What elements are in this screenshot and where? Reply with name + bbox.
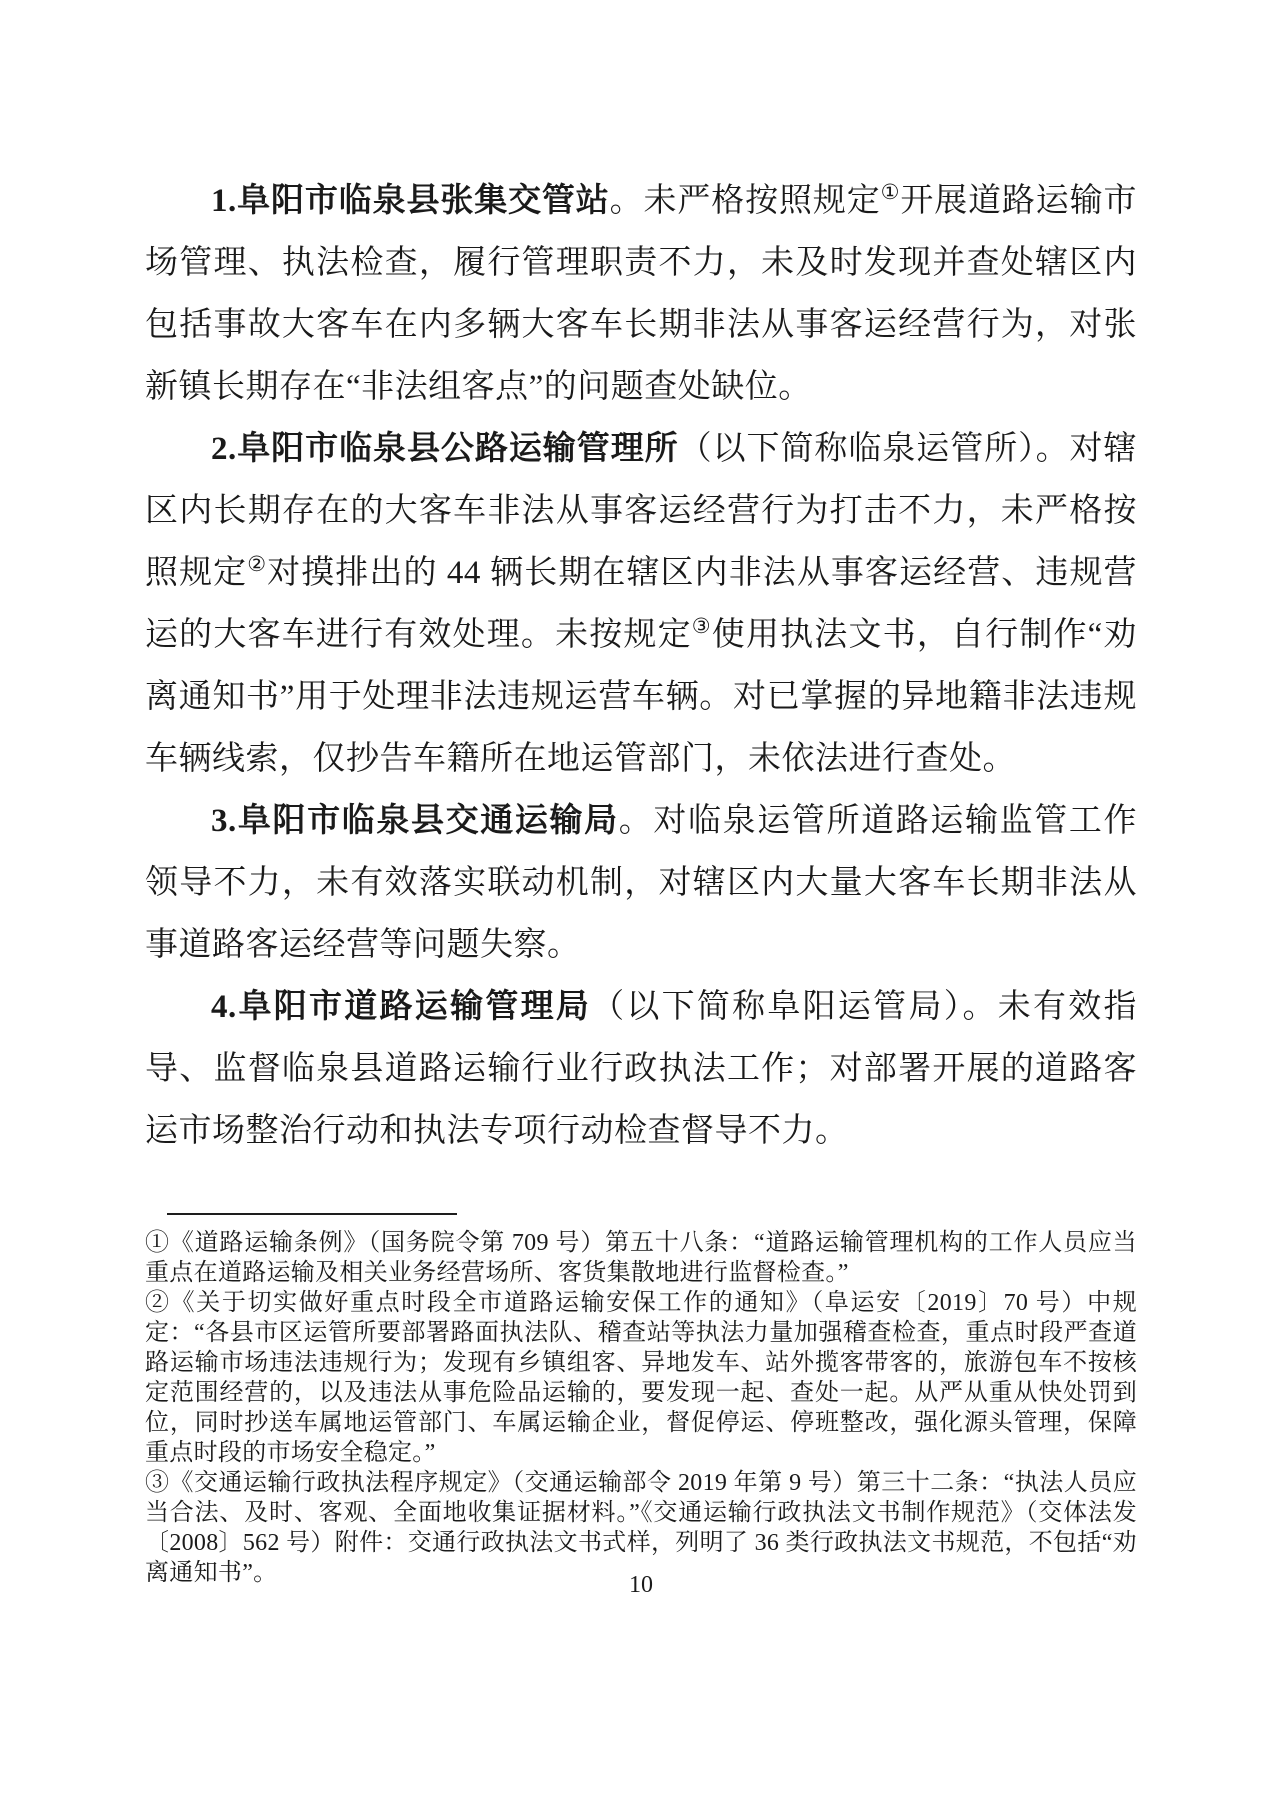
footnote-1-marker: ① bbox=[145, 1230, 170, 1256]
footnote-2-text: 《关于切实做好重点时段全市道路运输安保工作的通知》（阜运安〔2019〕70 号）中规定：“各县市区运管所要部署路面执法队、稽查站等执法力量加强稽查检查，重点时段严查道路运输市场违法违规行为；发现有乡镇组客、异地发车、站外揽客带客的，旅游包车不按核定范围经营的，以及违法从事危险品运输的，要发现一起、查处一起。从严从重从快处罚到位，同时抄送车属地运管部门、车属运输企业，督促停运、停班整改，强化源头管理，保障重点时段的市场安全稳定。” bbox=[145, 1290, 1137, 1466]
footnote-3 bbox=[145, 1468, 1137, 1588]
footnote-3-marker: ③ bbox=[145, 1470, 170, 1496]
footnote-ref-1: ① bbox=[880, 180, 901, 204]
footnote-area bbox=[145, 1228, 1137, 1588]
body-paragraph-1 bbox=[145, 170, 1137, 418]
paragraph-1-text: 。未严格按照规定 bbox=[609, 183, 881, 219]
paragraph-1-text-cont: 开展道路运输市场管理、执法检查，履行管理职责不力，未及时发现并查处辖区内包括事故大客车在内多辆大客车长期非法从事客运经营行为，对张新镇长期存在“非法组客点”的问题查处缺位。 bbox=[145, 183, 1138, 405]
paragraph-2-text: （以下简称临泉运管所）。对辖区内长期存在的大客车非法从事客运经营行为打击不力，未严格按照规定 bbox=[145, 431, 1138, 591]
footnote-1 bbox=[145, 1228, 1137, 1288]
footnote-3-text: 《交通运输行政执法程序规定》（交通运输部令 2019 年第 9 号）第三十二条：“执法人员应当合法、及时、客观、全面地收集证据材料。”《交通运输行政执法文书制作规范》（交体法发〔2008〕562 号）附件：交通行政执法文书式样，列明了 36 类行政执法文书规范，不包括“劝离通知书”。 bbox=[145, 1470, 1137, 1586]
footnote-1-text: 《道路运输条例》（国务院令第 709 号）第五十八条：“道路运输管理机构的工作人员应当重点在道路运输及相关业务经营场所、客货集散地进行监督检查。” bbox=[145, 1230, 1137, 1286]
footnote-ref-3: ③ bbox=[691, 614, 712, 638]
paragraph-3-text: 。对临泉运管所道路运输监管工作领导不力，未有效落实联动机制，对辖区内大量大客车长期非法从事道路客运经营等问题失察。 bbox=[145, 803, 1137, 963]
paragraph-4-text: （以下简称阜阳运管局）。未有效指导、监督临泉县道路运输行业行政执法工作；对部署开展的道路客运市场整治行动和执法专项行动检查督导不力。 bbox=[145, 989, 1138, 1149]
body-paragraph-4 bbox=[145, 976, 1137, 1162]
footnote-2 bbox=[145, 1288, 1137, 1468]
body-paragraph-2 bbox=[145, 418, 1137, 790]
page-number: 10 bbox=[629, 1572, 653, 1598]
document-body bbox=[145, 170, 1137, 1162]
paragraph-2-heading: 2.阜阳市临泉县公路运输管理所 bbox=[211, 431, 679, 467]
footnote-2-marker: ② bbox=[145, 1290, 171, 1316]
body-paragraph-3 bbox=[145, 790, 1137, 976]
footnote-ref-2: ② bbox=[247, 552, 268, 576]
paragraph-2-text-cont2: 使用执法文书，自行制作“劝离通知书”用于处理非法违规运营车辆。对已掌握的异地籍非法违规车辆线索，仅抄告车籍所在地运管部门，未依法进行查处。 bbox=[145, 617, 1138, 777]
paragraph-4-heading: 4.阜阳市道路运输管理局 bbox=[211, 989, 592, 1025]
paragraph-3-heading: 3.阜阳市临泉县交通运输局 bbox=[211, 803, 619, 839]
paragraph-2-text-cont: 对摸排出的 44 辆长期在辖区内非法从事客运经营、违规营运的大客车进行有效处理。未按规定 bbox=[145, 555, 1138, 653]
footnote-separator bbox=[167, 1213, 457, 1215]
paragraph-1-heading: 1.阜阳市临泉县张集交管站 bbox=[211, 183, 610, 219]
